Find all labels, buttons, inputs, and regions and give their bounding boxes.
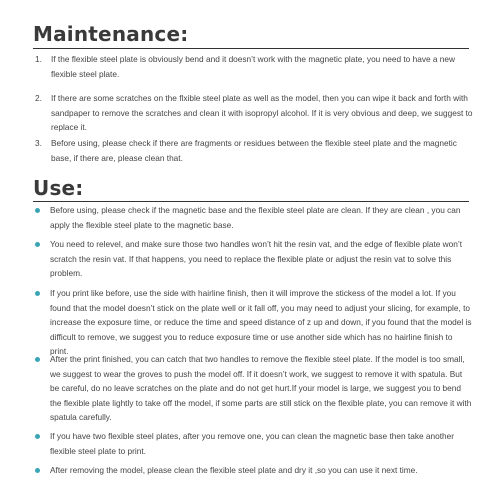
use-divider [33, 201, 469, 202]
bullet-dot-icon [35, 242, 40, 247]
item-text: If you have two flexible steel plates, after you remove one, you can clean the magnetic base then take another flexible steel plate to print. [50, 431, 455, 456]
bullet-dot-icon [35, 434, 40, 439]
item-text: After the print finished, you can catch that two handles to remove the flexible steel plate. If the model is too small, we suggest to wear the groves to push the model off. If it doesn’t work, we suggest to remove it with spatula. But be careful, do no leave scratches on the plate and do not get hurt.If your model is large, we suggest you to bend the flexible plate lightly to take off the model, if some parts are still stick on the flexible plate, you can remove it with spatula carefully. [50, 354, 472, 422]
maintenance-divider [33, 48, 469, 49]
maintenance-item-1 [35, 52, 475, 81]
item-text: After removing the model, please clean the flexible steel plate and dry it ,so you can use it next time. [50, 465, 418, 475]
item-text: If there are some scratches on the flxible steel plate as well as the model, then you can wipe it back and forth with sandpaper to remove the scratches and clean it with isopropyl alcohol. If it is very obvious and deep, we suggest to replace it. [51, 93, 473, 132]
item-text: Before using, please check if there are fragments or residues between the flexible steel plate and the magnetic base, if there are, please clean that. [51, 138, 457, 163]
use-item-4 [33, 352, 473, 425]
item-text: Before using, please check if the magnetic base and the flexible steel plate are clean. If they are clean , you can apply the flexible steel plate to the magnetic base. [50, 205, 461, 230]
maintenance-item-2 [35, 91, 475, 135]
item-number: 1. [35, 54, 42, 64]
item-number: 3. [35, 138, 42, 148]
use-item-5 [33, 429, 473, 458]
use-heading: Use: [33, 176, 84, 200]
use-item-3 [33, 286, 473, 359]
bullet-dot-icon [35, 357, 40, 362]
use-item-1 [33, 203, 473, 232]
item-number: 2. [35, 93, 42, 103]
maintenance-heading: Maintenance: [33, 22, 189, 46]
bullet-dot-icon [35, 468, 40, 473]
use-item-2 [33, 237, 473, 281]
bullet-dot-icon [35, 208, 40, 213]
item-text: If you print like before, use the side with hairline finish, then it will improve the stickess of the model a lot. If you found that the model doesn’t stick on the plate well or it fall off, you may need to adjust your slicing, for example, to increase the exposure time, or reduce the time and speed distance of z up and down, if you found that the model is difficult to remove, we suggest you to reduce exposure time or use another side which has no hairline finish to print. [50, 288, 472, 356]
use-item-6 [33, 463, 473, 478]
maintenance-item-3 [35, 136, 475, 165]
item-text: You need to relevel, and make sure those two handles won’t hit the resin vat, and the edge of flexible plate won’t scratch the resin vat. If that happens, you need to replace the flexible plate or adjust the resin vat to solve this problem. [50, 239, 463, 278]
item-text: If the flexible steel plate is obviously bend and it doesn’t work with the magnetic plate, you need to have a new flexible steel plate. [51, 54, 456, 79]
bullet-dot-icon [35, 291, 40, 296]
